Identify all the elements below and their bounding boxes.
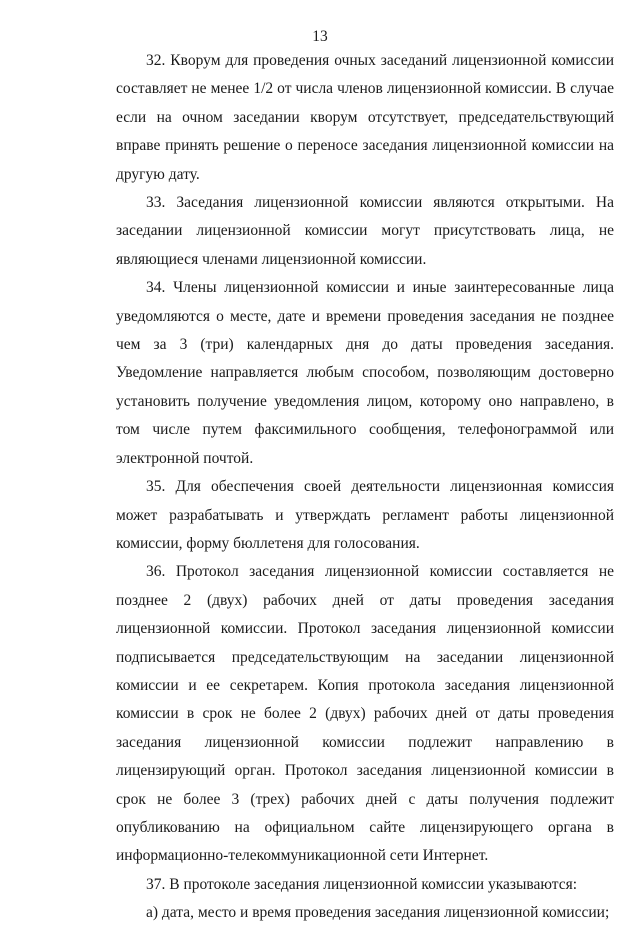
paragraph-36: 36. Протокол заседания лицензионной комиссии составляется не позднее 2 (двух) рабочих дней от даты проведения заседания лицензионной комиссии. Протокол заседания лицензионной комиссии подписывается председательствующим на заседании лицензионной комиссии и ее секретарем. Копия протокола заседания лицензионной комиссии в срок не более 2 (двух) рабочих дней от даты проведения заседания лицензионной комиссии подлежит направлению в лицензирующий орган. Протокол заседания лицензионной комиссии в срок не более 3 (трех) рабочих дней с даты получения подлежит опубликованию на официальном сайте лицензирующего органа в информационно-телекоммуникационной сети Интернет.: [116, 563, 614, 865]
page-number: 13: [312, 28, 328, 45]
document-body: [116, 47, 614, 928]
paragraph-37-item-a: а) дата, место и время проведения заседания лицензионной комиссии;: [146, 904, 610, 922]
paragraph-35: 35. Для обеспечения своей деятельности лицензионная комиссия может разрабатывать и утверждать регламент работы лицензионной комиссии, форму бюллетеня для голосования.: [116, 478, 614, 552]
paragraph-37: 37. В протоколе заседания лицензионной комиссии указываются:: [146, 875, 578, 893]
paragraph-33: 33. Заседания лицензионной комиссии являются открытыми. На заседании лицензионной комиссии могут присутствовать лица, не являющиеся членами лицензионной комиссии.: [116, 194, 614, 268]
paragraph-34: 34. Члены лицензионной комиссии и иные заинтересованные лица уведомляются о месте, дате и времени проведения заседания не позднее чем за 3 (три) календарных дня до даты проведения заседания. Уведомление направляется любым способом, позволяющим достоверно установить получение уведомления лицом, которому оно направлено, в том числе путем факсимильного сообщения, телефонограммой или электронной почтой.: [116, 279, 614, 467]
paragraph-32: 32. Кворум для проведения очных заседаний лицензионной комиссии составляет не менее 1/2 от числа членов лицензионной комиссии. В случае если на очном заседании кворум отсутствует, председательствующий вправе принять решение о переносе заседания лицензионной комиссии на другую дату.: [116, 52, 614, 183]
